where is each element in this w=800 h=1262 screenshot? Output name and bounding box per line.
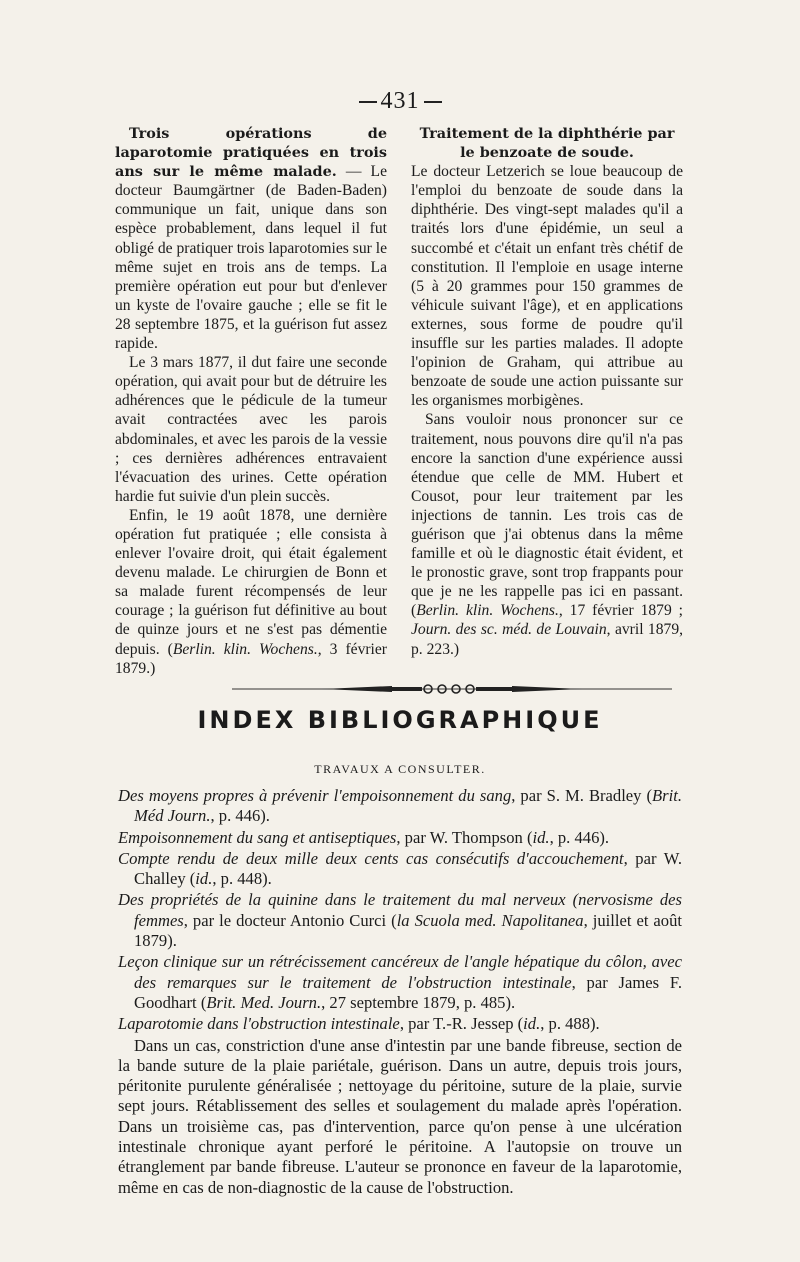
left-article-heading: Trois opérations de laparotomie pratiquées en trois ans sur le même malade. [115, 125, 387, 181]
bibliography-entry: Des propriétés de la quinine dans le traitement du mal nerveux (nervosisme des femmes, par le docteur Antonio Curci (la Scuola med. Napolitanea, juillet et août 1879). [118, 890, 682, 951]
index-subtitle: TRAVAUX A CONSULTER. [314, 762, 486, 776]
left-column: Trois opérations de laparotomie pratiquées en trois ans sur le même malade. — Le docteur Baumgärtner (de Baden-Baden) communique un fait, unique dans son espèce probablement, dans lequel il fut obligé de pratiquer trois laparotomies sur le même sujet en trois ans de temps. La première opération eut pour but d'enlever un kyste de l'ovaire gauche ; elle se fit le 28 septembre 1875, et la guérison fut assez rapide. Le 3 mars 1877, il dut faire une seconde opération, qui avait pour but de détruire les adhérences que le pédicule de la tumeur avait contractées avec les parois abdominales, et avec les parois de la vessie ; ces dernières adhérences entravaient l'évacuation des urines. Cette opération hardie fut suivie d'un plein succès. Enfin, le 19 août 1878, une dernière opération fut pratiquée ; elle consista à enlever l'ovaire droit, qui était également devenu malade. Le chirurgien de Bonn et sa malade furent récompensés de leur courage ; la guérison fut définitive au bout de quinze jours et ne s'est pas démentie depuis. (Berlin. klin. Wochens., 3 février 1879.) [115, 125, 387, 677]
right-reference-1: Berlin. klin. Wochens. [416, 602, 559, 620]
bibliography-entry: Empoisonnement du sang et antiseptiques, par W. Thompson (id., p. 446). [118, 827, 610, 847]
right-column: Traitement de la diphthérie par le benzoate de soude. Le docteur Letzerich se loue beaucoup de l'emploi du benzoate de soude dans la diphthérie. Des vingt-sept malades qu'il a traités lors d'une épidémie, un seul a succombé et c'était un enfant très chétif de constitution. Il l'emploie en usage interne (5 à 20 grammes pour 150 grammes de véhicule suivant l'âge), et en applications externes, sous forme de poudre qu'il insuffle sur les parties malades. Il adopte l'opinion de Graham, qui attribue au benzoate de soude une action puissante sur les organismes morbigènes. Sans vouloir nous prononcer sur ce traitement, nous pouvons dire qu'il n'a pas encore la sanction d'une expérience aussi étendue que celle de MM. Hubert et Cousot, pour leur traitement par les injections de tannin. Les trois cas de guérison que j'ai obtenus dans la même famille et où le diagnostic était évident, et le pronostic grave, sont trop frappants pour que je ne les rappelle pas ici en passant. (Berlin. klin. Wochens., 17 février 1879 ; Journ. des sc. méd. de Louvain, avril 1879, p. 223.) [411, 125, 684, 658]
left-reference-title: Berlin. klin. Wochens. [172, 640, 318, 658]
page-number: 431 [0, 88, 800, 115]
bibliography-list [118, 786, 682, 1198]
bibliography-entry: Laparotomie dans l'obstruction intestinale, par T.-R. Jessep (id., p. 488). [118, 1014, 600, 1034]
left-paragraph-3: Enfin, le 19 août 1878, une dernière opération fut pratiquée ; elle consista à enlever l'ovaire droit, qui était également devenu malade. Le chirurgien de Bonn et sa malade furent récompensés de leur courage ; la guérison fut définitive au bout de quinze jours et ne s'est pas démentie depuis. [115, 506, 387, 658]
right-article-heading: Traitement de la diphthérie par le benzoate de soude. [419, 125, 675, 162]
left-reference-date: , 3 février 1879.) [115, 640, 387, 677]
left-paragraph-2: Le 3 mars 1877, il dut faire une seconde opération, qui avait pour but de détruire les adhérences que le pédicule de la tumeur avait contractées avec les parois abdominales, et avec les parois de la vessie ; ces dernières adhérences entravaient l'évacuation des urines. Cette opération hardie fut suivie d'un plein succès. [115, 354, 387, 505]
bibliography-entry: Compte rendu de deux mille deux cents cas consécutifs d'accouchement, par W. Challey (id., p. 448). [118, 848, 682, 889]
right-paragraph-2: Sans vouloir nous prononcer sur ce traitement, nous pouvons dire qu'il n'a pas encore la sanction d'une expérience aussi étendue que celle de MM. Hubert et Cousot, pour leur traitement par les injections de tannin. Les trois cas de guérison que j'ai obtenus dans la même famille et où le diagnostic était évident, et le pronostic grave, sont trop frappants pour que je ne les rappelle pas ici en passant. [411, 411, 683, 601]
right-paragraph-1: Le docteur Letzerich se loue beaucoup de l'emploi du benzoate de soude dans la diphthérie. Des vingt-sept malades qu'il a traités lors d'une épidémie, un seul a succombé et c'était un enfant très chétif de constitution. Il l'emploie en usage interne (5 à 20 grammes pour 150 grammes de véhicule suivant l'âge), et en applications externes, sous forme de poudre qu'il insuffle sur les parties malades. Il adopte l'opinion de Graham, qui attribue au benzoate de soude une action puissante sur les organismes morbigènes. [411, 163, 683, 410]
bibliography-entry: Leçon clinique sur un rétrécissement cancéreux de l'angle hépatique du côlon, avec des remarques sur le traitement de l'obstruction intestinale, par James F. Goodhart (Brit. Med. Journ., 27 septembre 1879, p. 485). [118, 952, 682, 1012]
bibliography-entry: Des moyens propres à prévenir l'empoisonnement du sang, par S. M. Bradley (Brit. Méd Journ., p. 446). [118, 786, 682, 826]
divider-ornament [232, 683, 672, 695]
right-reference-2: Journ. des sc. méd. de Louvain [411, 621, 607, 639]
index-title: INDEX BIBLIOGRAPHIQUE [197, 706, 603, 734]
left-paragraph-1: — Le docteur Baumgärtner (de Baden-Baden) communique un fait, unique dans son espèce probablement, dans lequel il fut obligé de pratiquer trois laparotomies sur le même sujet en trois ans de temps. La première opération eut pour but d'enlever un kyste de l'ovaire gauche ; elle se fit le 28 septembre 1875, et la guérison fut assez rapide. [115, 163, 387, 353]
bibliography-note: Dans un cas, constriction d'une anse d'intestin par une bande fibreuse, section de la bande suture de la plaie pariétale, guérison. Dans un autre, depuis trois jours, péritonite purulente généralisée ; nettoyage du péritoine, suture de la plaie, survie sept jours. Rétablissement des selles et soulagement du malade après l'opération. Dans un troisième cas, pas d'intervention, parce qu'on pense à une ulcération intestinale chronique ayant perforé le péritoine. A l'autopsie on trouve un étranglement par bande fibreuse. L'auteur se prononce en faveur de la laparotomie, même en cas de non-diagnostic de la cause de l'obstruction. [118, 1035, 682, 1197]
